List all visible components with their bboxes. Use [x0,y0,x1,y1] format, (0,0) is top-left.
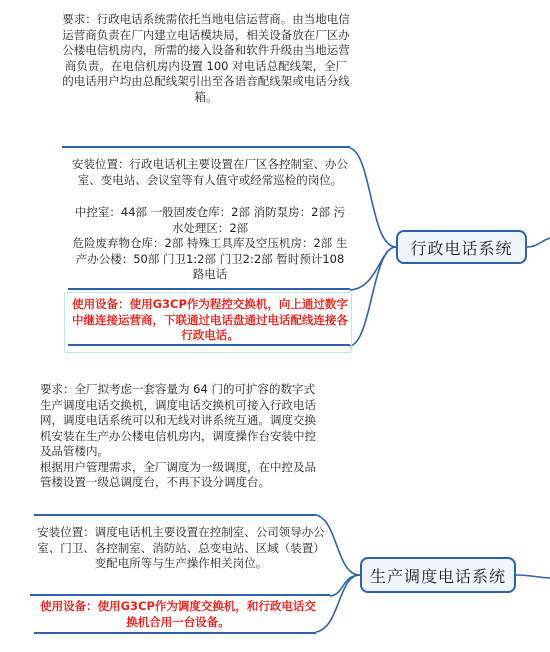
admin-requirement-underline [62,146,350,148]
dispatch-requirement-underline [34,514,316,516]
dispatch-requirement-text: 要求：全厂拟考虑一套容量为 64 门的可扩容的数字式生产调度电话交换机，调度电话交换机可接入行政电话网，调度电话系统可以和无线对讲系统互通。调度交换机安装在生产办公楼电信机房内，调度操作台安装中控及品管楼内。 根据用户管理需求，全厂调度为一级调度，在中控及品管楼设置一级总调度台，不再下设分调度台。 [40,382,316,489]
admin-install-underline [68,288,350,290]
topic-admin-phone-system[interactable]: 行政电话系统 [396,230,527,264]
dispatch-install-text: 安装位置：调度电话机主要设置在控制室、公司领导办公室、门卫、各控制室、消防站、总变电站、区域（装置）变配电所等与生产操作相关岗位。 [37,525,325,570]
admin-requirement-text: 要求：行政电话系统需依托当地电信运营商。由当地电信运营商负责在厂内建立电话模块局，相关设备放在厂区办公楼电信机房内，所需的接入设备和软件升级由当地运营商负责。在电信机房内设置 100 对电话总配线架，全厂的电话用户均由总配线架引出至各语音配线架或电话分线箱。 [62,12,350,104]
dispatch-equipment-text: 使用设备：使用G3CP作为调度交换机，和行政电话交换机合用一台设备。 [40,599,316,629]
dispatch-equipment-underline [34,632,316,634]
dispatch-install-underline [30,594,330,596]
admin-equipment-underline [68,344,350,346]
topic-dispatch-phone-system[interactable]: 生产调度电话系统 [360,557,516,593]
admin-install-intro-text: 安装位置：行政电话机主要设置在厂区各控制室、办公室、变电站、会议室等有人值守或经常巡检的岗位。 [72,157,348,187]
admin-equipment-text: 使用设备：使用G3CP作为程控交换机，向上通过数字中继连接运营商，下联通过电话盘通过电话配线连接各行政电话。 [72,297,348,342]
admin-install-counts-text: 中控室：44部 一般固废仓库：2部 消防泵房：2部 污水处理区：2部 危险废弃物仓库：2部 特殊工具库及空压机房：2部 生产办公楼：50部 门卫1:2部 门卫2:2部 暂时预计108路电话 [72,205,348,281]
